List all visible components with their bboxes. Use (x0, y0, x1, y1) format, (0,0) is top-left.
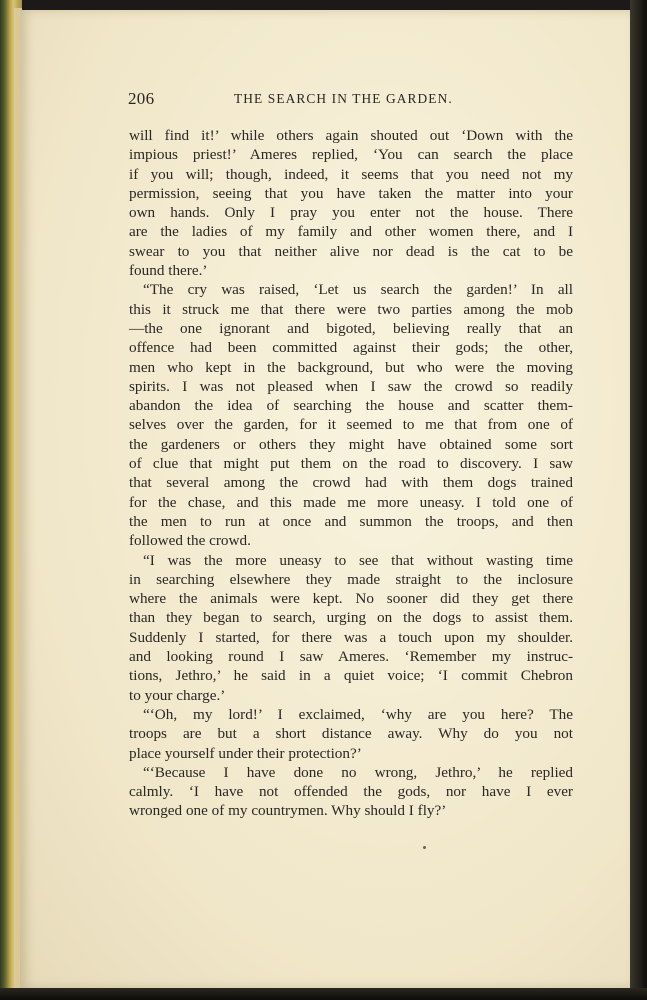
text-line: offence had been committed against their gods; the other, (129, 339, 573, 357)
bottom-shadow-edge (0, 988, 647, 1000)
printing-speck (423, 846, 426, 849)
text-line: spirits. I was not pleased when I saw the crowd so readily (129, 377, 573, 395)
text-line: if you will; though, indeed, it seems that you need not my (129, 165, 573, 183)
text-line: “‘Oh, my lord!’ I exclaimed, ‘why are you here? The (143, 705, 573, 723)
text-line: swear to you that neither alive nor dead is the cat to be (129, 242, 573, 260)
page-number: 206 (128, 89, 155, 108)
text-line: to your charge.’ (129, 686, 226, 704)
text-line: in searching elsewhere they made straight to the inclosure (129, 570, 573, 588)
text-line: and looking round I saw Ameres. ‘Remember my instruc- (129, 648, 573, 666)
text-line: the men to run at once and summon the troops, and then (129, 512, 573, 530)
text-line: than they began to search, urging on the dogs to assist them. (129, 609, 573, 627)
running-title: THE SEARCH IN THE GARDEN. (234, 91, 453, 106)
text-line: “The cry was raised, ‘Let us search the garden!’ In all (143, 281, 573, 299)
text-line: the gardeners or others they might have obtained some sort (129, 435, 573, 453)
text-line: Suddenly I started, for there was a touch upon my shoulder. (129, 628, 573, 646)
text-line: “I was the more uneasy to see that without wasting time (143, 551, 573, 569)
text-line: “‘Because I have done no wrong, Jethro,’ he replied (143, 763, 573, 781)
text-line: found there.’ (129, 262, 208, 280)
text-line: followed the crowd. (129, 532, 251, 550)
text-line: —the one ignorant and bigoted, believing really that an (129, 319, 573, 337)
text-line: own hands. Only I pray you enter not the house. There (129, 204, 573, 222)
text-line: tions, Jethro,’ he said in a quiet voice; ‘I commit Chebron (129, 667, 573, 685)
text-line: men who kept in the background, but who were the moving (129, 358, 573, 376)
page-header (128, 89, 572, 111)
text-line: of clue that might put them on the road to discovery. I saw (129, 455, 573, 473)
body-text (129, 126, 573, 821)
text-line: calmly. ‘I have not offended the gods, nor have I ever (129, 783, 573, 801)
text-line: abandon the idea of searching the house and scatter them- (129, 397, 573, 415)
text-line: that several among the crowd had with them dogs trained (129, 474, 573, 492)
text-line: wronged one of my countrymen. Why should I fly?’ (129, 802, 447, 820)
text-line: permission, seeing that you have taken the matter into your (129, 184, 573, 202)
text-line: are the ladies of my family and other women there, and I (129, 223, 573, 241)
text-line: this it struck me that there were two parties among the mob (129, 300, 573, 318)
text-line: place yourself under their protection?’ (129, 744, 362, 762)
text-line: impious priest!’ Ameres replied, ‘You can search the place (129, 146, 573, 164)
right-shadow-edge (630, 0, 647, 1000)
text-line: for the chase, and this made me more uneasy. I told one of (129, 493, 573, 511)
text-line: selves over the garden, for it seemed to me that from one of (129, 416, 573, 434)
text-line: troops are but a short distance away. Why do you not (129, 725, 573, 743)
text-line: where the animals were kept. No sooner did they get there (129, 590, 573, 608)
text-line: will find it!’ while others again shouted out ‘Down with the (129, 127, 573, 144)
